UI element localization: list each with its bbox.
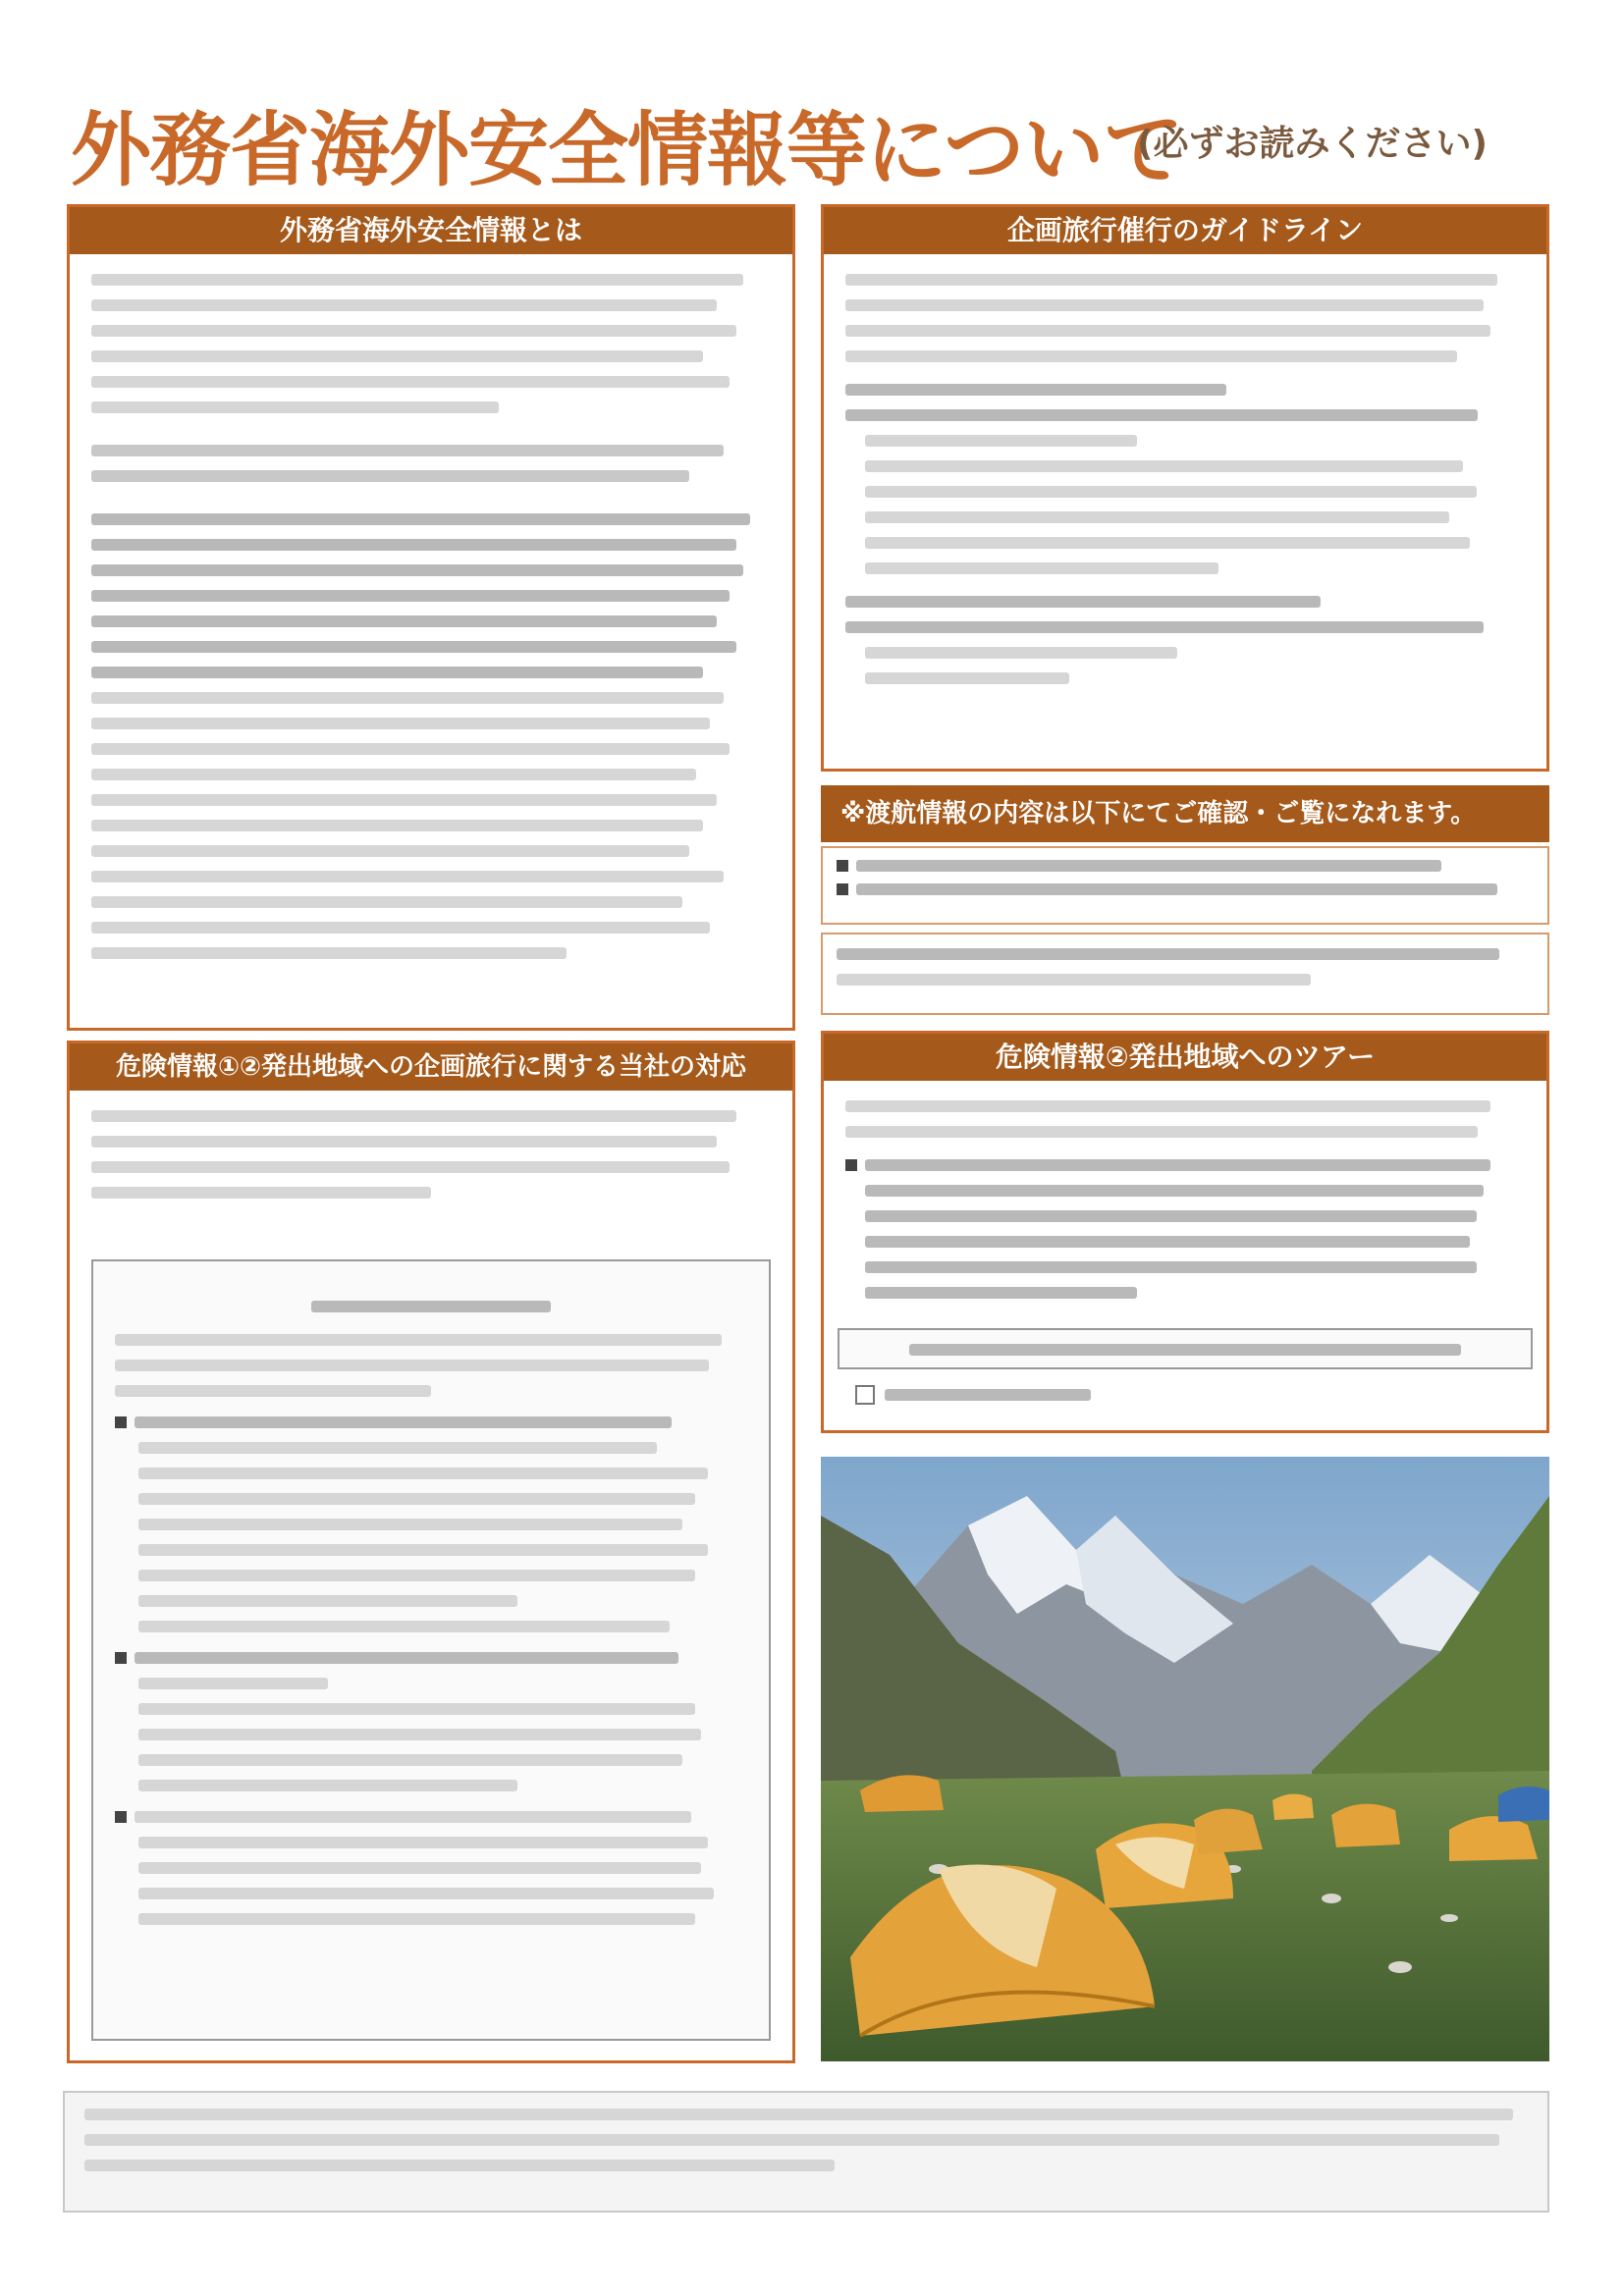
tour-note-box	[838, 1328, 1533, 1369]
company-response-body	[70, 1091, 792, 1199]
guideline-body	[824, 254, 1546, 708]
safety-info-body	[70, 254, 792, 983]
notice-heading: ※渡航情報の内容は以下にてご確認・ご覧になれます。	[821, 785, 1549, 842]
registration-box	[821, 933, 1549, 1015]
bullet-icon	[845, 1159, 857, 1171]
tour-checkbox-row	[855, 1385, 1091, 1405]
footer-note	[63, 2091, 1549, 2213]
tour-heading: 危険情報②発出地域へのツアー	[824, 1034, 1546, 1081]
company-response-heading: 危険情報①②発出地域への企画旅行に関する当社の対応	[70, 1043, 792, 1091]
page-subtitle: (必ずお読みください)	[1137, 124, 1488, 164]
links-box	[821, 846, 1549, 925]
company-response-panel	[67, 1041, 795, 2063]
bullet-icon	[115, 1811, 127, 1823]
mountain-camp-photo	[821, 1457, 1549, 2061]
alpine-criteria-box	[91, 1259, 771, 2041]
guideline-panel	[821, 204, 1549, 772]
tour-panel	[821, 1031, 1549, 1433]
bullet-icon	[115, 1416, 127, 1428]
tour-checkbox[interactable]	[855, 1385, 875, 1405]
bullet-icon	[837, 860, 848, 872]
guideline-heading: 企画旅行催行のガイドライン	[824, 207, 1546, 254]
safety-info-panel	[67, 204, 795, 1031]
bullet-icon	[115, 1652, 127, 1664]
bullet-icon	[837, 883, 848, 895]
page-header	[67, 82, 1559, 197]
page-title: 外務省海外安全情報等について	[71, 104, 1183, 197]
tour-body	[824, 1081, 1546, 1322]
safety-info-heading: 外務省海外安全情報とは	[70, 207, 792, 254]
